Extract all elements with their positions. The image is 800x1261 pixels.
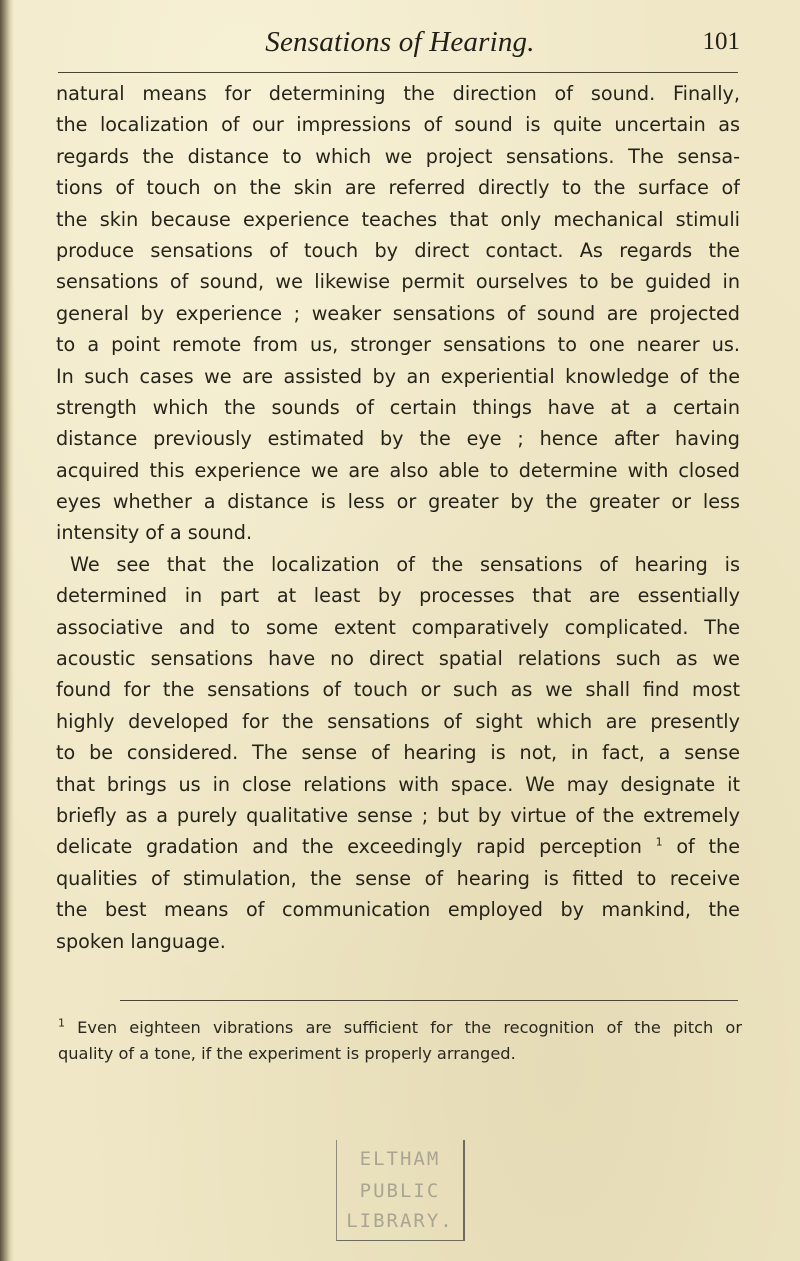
text-line-part: delicate gradation and the exceedingly rapid perception — [56, 835, 642, 859]
stamp-line: LIBRARY. — [346, 1210, 454, 1232]
text-line — [56, 831, 740, 862]
text-line: to be considered. The sense of hearing is not, in fact, a sense — [56, 741, 740, 765]
text-line: We see that the localization of the sensations of hearing is — [70, 552, 740, 576]
text-line: produce sensations of touch by direct contact. As regards the — [56, 238, 740, 262]
library-stamp — [336, 1140, 465, 1241]
text-line: briefly as a purely qualitative sense ; but by virtue of the extremely — [56, 803, 740, 827]
text-line: distance previously estimated by the eye ; hence after having — [56, 427, 740, 451]
text-line: acquired this experience we are also able to determine with closed — [56, 458, 740, 482]
footnote-rule — [120, 1000, 738, 1001]
text-line: that brings us in close relations with space. We may designate it — [56, 772, 740, 796]
footnote-marker: 1 — [58, 1016, 65, 1030]
text-line: eyes whether a distance is less or greater by the greater or less — [56, 490, 740, 514]
text-line: found for the sensations of touch or such as we shall find most — [56, 678, 740, 702]
header-rule — [58, 72, 738, 73]
text-line: natural means for determining the direction of sound. Finally, — [56, 82, 740, 105]
text-line: In such cases we are assisted by an experiential knowledge of the — [56, 364, 740, 388]
text-line: determined in part at least by processes that are essentially — [56, 584, 740, 608]
footnote — [58, 1015, 742, 1067]
page-number: 101 — [702, 28, 740, 55]
text-line: the best means of communication employed by mankind, the — [56, 898, 740, 922]
text-line: to a point remote from us, stronger sensations to one nearer us. — [56, 333, 740, 357]
text-line: associative and to some extent comparatively complicated. The — [56, 615, 740, 639]
text-line: highly developed for the sensations of sight which are presently — [56, 709, 740, 733]
footnote-line: quality of a tone, if the experiment is properly arranged. — [58, 1044, 516, 1063]
footnote-reference: 1 — [655, 835, 663, 849]
body-text — [56, 78, 740, 957]
footnote-text: Even eighteen vibrations are sufficient for the recognition of the pitch or — [77, 1018, 742, 1037]
text-line: regards the distance to which we project sensations. The sensa- — [56, 144, 740, 168]
text-line: spoken language. — [56, 929, 226, 953]
text-line-part: of the — [676, 835, 740, 859]
text-line: general by experience ; weaker sensations of sound are projected — [56, 301, 740, 325]
text-line: intensity of a sound. — [56, 521, 253, 545]
text-line: sensations of sound, we likewise permit ourselves to be guided in — [56, 270, 740, 294]
running-head — [60, 22, 740, 62]
text-line: strength which the sounds of certain things have at a certain — [56, 395, 740, 419]
text-line: the skin because experience teaches that only mechanical stimuli — [56, 207, 740, 231]
running-title: Sensations of Hearing. — [265, 26, 535, 58]
text-line: acoustic sensations have no direct spatial relations such as we — [56, 647, 740, 671]
text-line: qualities of stimulation, the sense of hearing is fitted to receive — [56, 866, 740, 890]
stamp-line: PUBLIC — [359, 1180, 441, 1202]
stamp-line: ELTHAM — [359, 1148, 441, 1170]
text-line: tions of touch on the skin are referred directly to the surface of — [56, 176, 740, 200]
text-line: the localization of our impressions of sound is quite uncertain as — [56, 113, 740, 137]
page-binding-shadow — [0, 0, 14, 1261]
footnote-line — [58, 1015, 742, 1041]
